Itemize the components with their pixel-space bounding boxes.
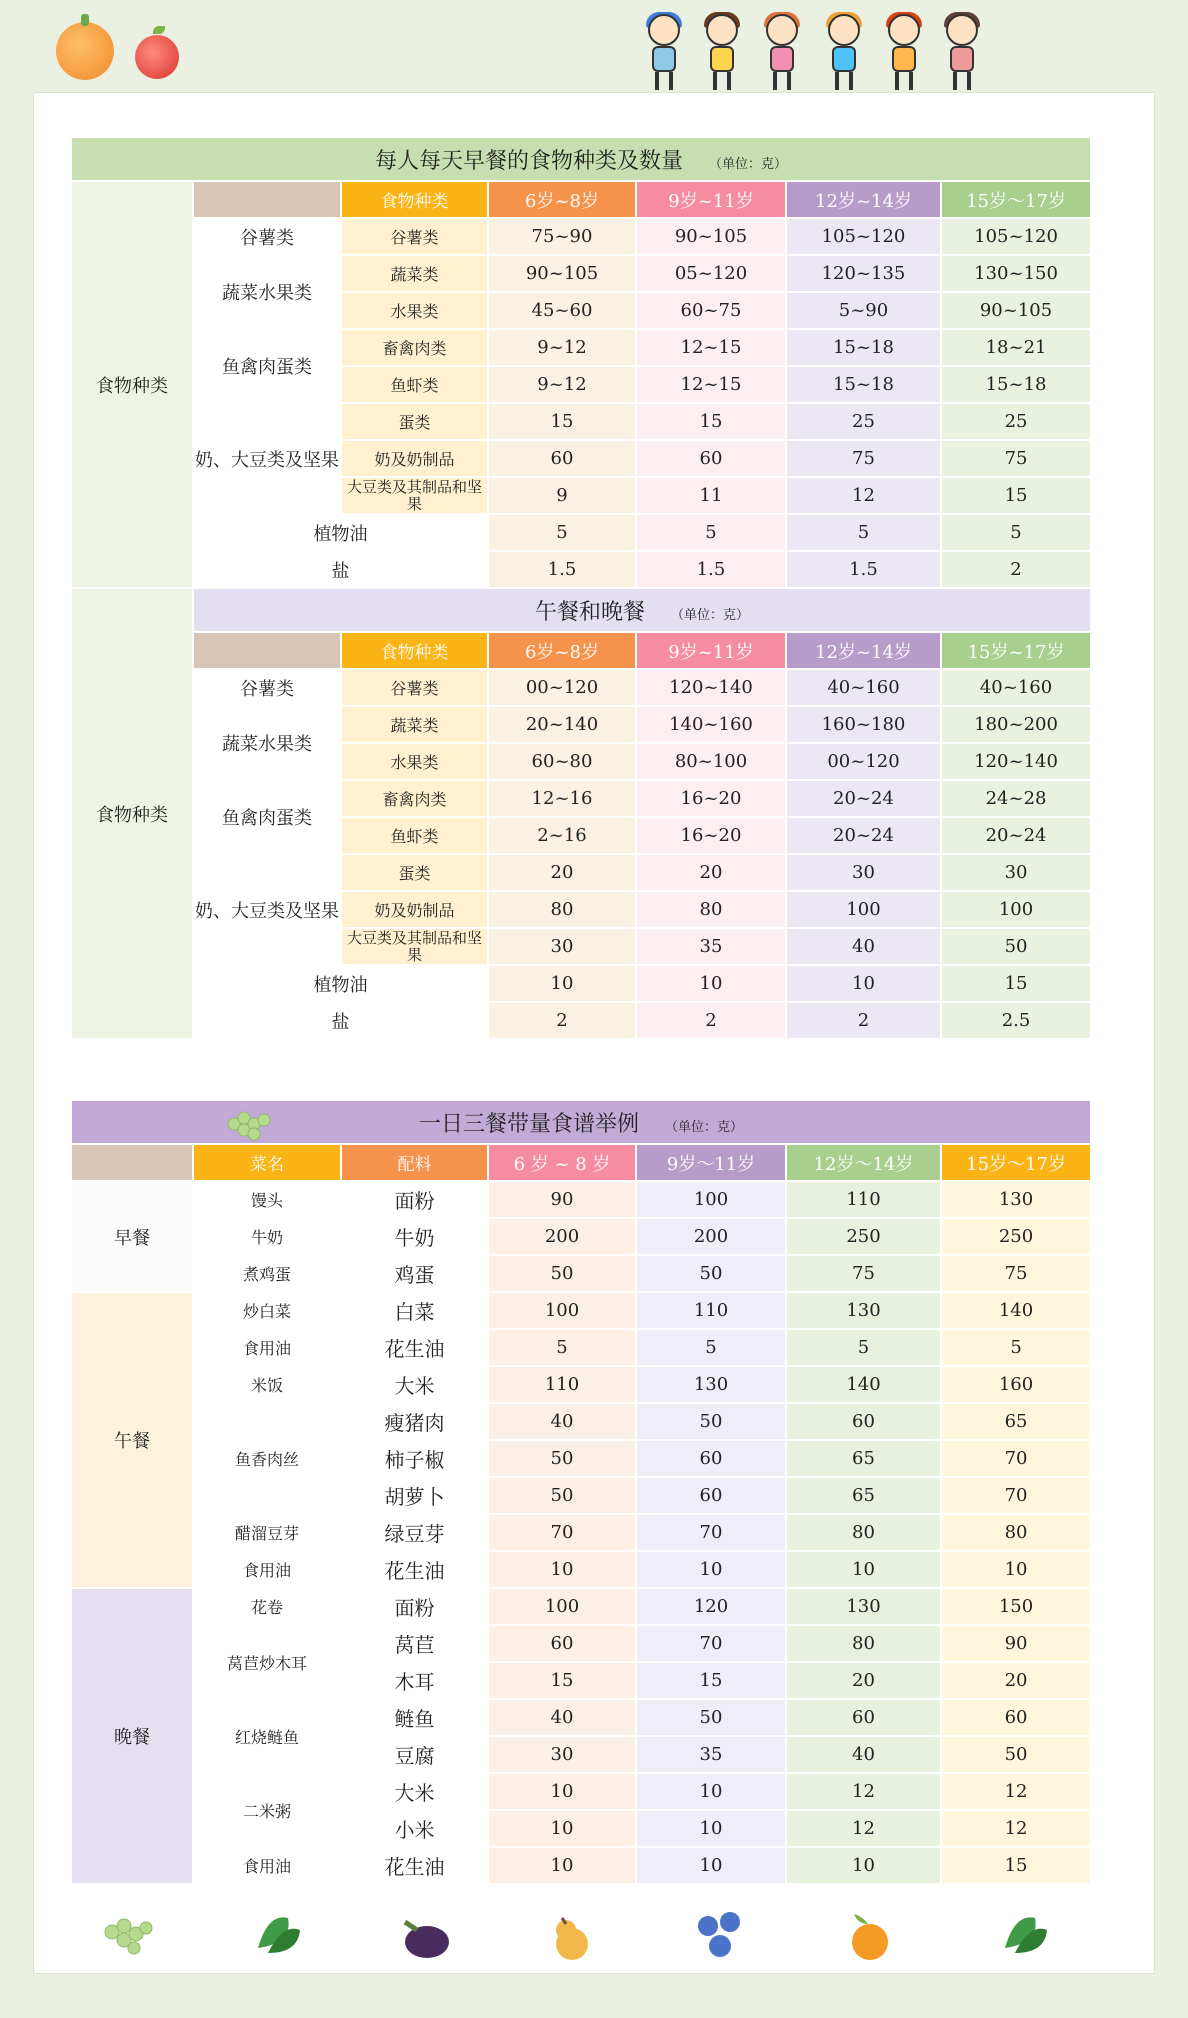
amount-cell: 75: [941, 440, 1091, 477]
amount-cell: 16~20: [636, 780, 786, 817]
amount-cell: 5: [941, 514, 1091, 551]
spinach-icon: [995, 1908, 1055, 1964]
amount-cell: 50: [636, 1403, 786, 1440]
amount-cell: 140: [786, 1366, 941, 1403]
amount-cell: 100: [636, 1181, 786, 1218]
column-header: 9岁~11岁: [636, 632, 786, 669]
amount-cell: 60: [786, 1699, 941, 1736]
ingredient: 小米: [341, 1810, 488, 1847]
grapes-icon: [222, 1102, 278, 1142]
table-row: [71, 1403, 1091, 1440]
amount-cell: 9: [488, 477, 636, 514]
amount-cell: 20~140: [488, 706, 636, 743]
meal-label: 晚餐: [71, 1588, 193, 1884]
amount-cell: 150: [941, 1588, 1091, 1625]
table-row: [71, 1625, 1091, 1662]
amount-cell: 35: [636, 928, 786, 965]
amount-cell: 5: [636, 1329, 786, 1366]
amount-cell: 40~160: [786, 669, 941, 706]
food-type: 盐: [193, 1002, 488, 1039]
ingredient: 牛奶: [341, 1218, 488, 1255]
amount-cell: 10: [488, 1773, 636, 1810]
amount-cell: 50: [941, 928, 1091, 965]
amount-cell: 50: [636, 1699, 786, 1736]
food-type: 植物油: [193, 965, 488, 1002]
amount-cell: 80: [488, 891, 636, 928]
amount-cell: 5: [488, 1329, 636, 1366]
table-row: [71, 514, 1091, 551]
amount-cell: 5~90: [786, 292, 941, 329]
amount-cell: 10: [636, 1847, 786, 1884]
amount-cell: 9~12: [488, 366, 636, 403]
food-type: 蔬菜类: [341, 706, 488, 743]
amount-cell: 130: [786, 1588, 941, 1625]
table-row: [71, 1002, 1091, 1039]
table-row: [71, 1329, 1091, 1366]
amount-cell: 90~105: [488, 255, 636, 292]
amount-cell: 120~135: [786, 255, 941, 292]
eggplant-icon: [395, 1908, 455, 1964]
header-blank: [193, 181, 341, 218]
section-title: 一日三餐带量食谱举例: [419, 1111, 640, 1137]
group-label: 鱼禽肉蛋类: [193, 329, 341, 403]
ingredient: 鸡蛋: [341, 1255, 488, 1292]
dish-name: 二米粥: [193, 1773, 341, 1847]
table-row: [71, 854, 1091, 891]
breakfast-title-row: [71, 137, 1091, 181]
unit-label: （单位：克）: [709, 156, 788, 172]
amount-cell: 120: [636, 1588, 786, 1625]
header-row: [71, 181, 1091, 218]
amount-cell: 2: [636, 1002, 786, 1039]
amount-cell: 50: [488, 1440, 636, 1477]
amount-cell: 12: [941, 1810, 1091, 1847]
amount-cell: 20: [941, 1662, 1091, 1699]
column-header: 12岁～14岁: [786, 1144, 941, 1181]
ingredient: 面粉: [341, 1181, 488, 1218]
amount-cell: 110: [636, 1292, 786, 1329]
amount-cell: 10: [636, 965, 786, 1002]
amount-cell: 130: [786, 1292, 941, 1329]
breakfast-lunch-table: [70, 136, 1092, 1040]
amount-cell: 60: [488, 440, 636, 477]
amount-cell: 15~18: [786, 366, 941, 403]
amount-cell: 120~140: [941, 743, 1091, 780]
table-row: [71, 255, 1091, 292]
amount-cell: 80: [786, 1514, 941, 1551]
breakfast-title: [71, 137, 1091, 181]
apple-icon: [135, 35, 179, 79]
amount-cell: 80: [941, 1514, 1091, 1551]
ingredient: 花生油: [341, 1551, 488, 1588]
ingredient: 大米: [341, 1773, 488, 1810]
food-type: 植物油: [193, 514, 488, 551]
table-row: [71, 1588, 1091, 1625]
table-row: [71, 1292, 1091, 1329]
amount-cell: 90~105: [941, 292, 1091, 329]
table-row: [71, 1255, 1091, 1292]
lunch-title-row: [71, 588, 1091, 632]
amount-cell: 35: [636, 1736, 786, 1773]
amount-cell: 100: [488, 1588, 636, 1625]
ingredient: 花生油: [341, 1847, 488, 1884]
group-label: 奶、大豆类及坚果: [193, 854, 341, 965]
ingredient: 莴苣: [341, 1625, 488, 1662]
amount-cell: 25: [941, 403, 1091, 440]
pear-icon: [540, 1908, 600, 1964]
table-row: [71, 218, 1091, 255]
amount-cell: 130: [636, 1366, 786, 1403]
table-row: [71, 1773, 1091, 1810]
column-header: 9岁～11岁: [636, 1144, 786, 1181]
food-type: 水果类: [341, 743, 488, 780]
column-header: 菜名: [193, 1144, 341, 1181]
amount-cell: 20~24: [941, 817, 1091, 854]
column-header: 6 岁 ~ 8 岁: [488, 1144, 636, 1181]
amount-cell: 75: [941, 1255, 1091, 1292]
amount-cell: 70: [636, 1625, 786, 1662]
ingredient: 鲢鱼: [341, 1699, 488, 1736]
amount-cell: 11: [636, 477, 786, 514]
amount-cell: 60~75: [636, 292, 786, 329]
amount-cell: 18~21: [941, 329, 1091, 366]
table-row: [71, 403, 1091, 440]
amount-cell: 10: [488, 1847, 636, 1884]
food-type: 大豆类及其制品和坚果: [341, 477, 488, 514]
amount-cell: 30: [488, 928, 636, 965]
amount-cell: 15~18: [786, 329, 941, 366]
amount-cell: 200: [488, 1218, 636, 1255]
amount-cell: 120~140: [636, 669, 786, 706]
amount-cell: 65: [941, 1403, 1091, 1440]
amount-cell: 70: [941, 1477, 1091, 1514]
food-type: 畜禽肉类: [341, 780, 488, 817]
amount-cell: 5: [488, 514, 636, 551]
group-label: 谷薯类: [193, 669, 341, 706]
table-row: [71, 551, 1091, 588]
amount-cell: 50: [488, 1255, 636, 1292]
amount-cell: 60: [636, 1477, 786, 1514]
amount-cell: 20~24: [786, 780, 941, 817]
dish-name: 食用油: [193, 1847, 341, 1884]
amount-cell: 10: [786, 1551, 941, 1588]
header-row: [71, 632, 1091, 669]
food-type: 蔬菜类: [341, 255, 488, 292]
amount-cell: 24~28: [941, 780, 1091, 817]
ingredient: 柿子椒: [341, 1440, 488, 1477]
table-row: [71, 329, 1091, 366]
amount-cell: 5: [786, 514, 941, 551]
orange-icon: [838, 1908, 898, 1964]
amount-cell: 65: [786, 1440, 941, 1477]
amount-cell: 15: [636, 1662, 786, 1699]
amount-cell: 130~150: [941, 255, 1091, 292]
column-header: 15岁～17岁: [941, 181, 1091, 218]
amount-cell: 60: [941, 1699, 1091, 1736]
ingredient: 胡萝卜: [341, 1477, 488, 1514]
amount-cell: 2: [941, 551, 1091, 588]
amount-cell: 50: [636, 1255, 786, 1292]
dish-name: 鱼香肉丝: [193, 1403, 341, 1514]
amount-cell: 105~120: [941, 218, 1091, 255]
amount-cell: 15: [941, 477, 1091, 514]
food-type: 大豆类及其制品和坚果: [341, 928, 488, 965]
food-type: 蛋类: [341, 403, 488, 440]
ingredient: 木耳: [341, 1662, 488, 1699]
amount-cell: 110: [488, 1366, 636, 1403]
amount-cell: 10: [636, 1810, 786, 1847]
food-type: 蛋类: [341, 854, 488, 891]
amount-cell: 5: [786, 1329, 941, 1366]
amount-cell: 50: [488, 1477, 636, 1514]
amount-cell: 25: [786, 403, 941, 440]
column-header: 6岁~8岁: [488, 181, 636, 218]
food-type: 鱼虾类: [341, 366, 488, 403]
column-header: 15岁～17岁: [941, 1144, 1091, 1181]
amount-cell: 1.5: [636, 551, 786, 588]
lunch-title: [193, 588, 1091, 632]
group-label: 奶、大豆类及坚果: [193, 403, 341, 514]
amount-cell: 20: [786, 1662, 941, 1699]
meal-label: 早餐: [71, 1181, 193, 1292]
amount-cell: 90~105: [636, 218, 786, 255]
table-row: [71, 706, 1091, 743]
food-type: 鱼虾类: [341, 817, 488, 854]
amount-cell: 45~60: [488, 292, 636, 329]
amount-cell: 250: [941, 1218, 1091, 1255]
amount-cell: 10: [488, 1551, 636, 1588]
food-type: 畜禽肉类: [341, 329, 488, 366]
side-label: 食物种类: [71, 181, 193, 588]
spinach-icon: [248, 1908, 308, 1964]
menu-table: [70, 1099, 1092, 1885]
amount-cell: 40~160: [941, 669, 1091, 706]
table-row: [71, 1847, 1091, 1884]
column-header: 食物种类: [341, 632, 488, 669]
header-blank: [193, 632, 341, 669]
amount-cell: 15: [941, 1847, 1091, 1884]
amount-cell: 100: [488, 1292, 636, 1329]
amount-cell: 40: [488, 1699, 636, 1736]
amount-cell: 5: [636, 514, 786, 551]
amount-cell: 140~160: [636, 706, 786, 743]
table-row: [71, 1551, 1091, 1588]
ingredient: 绿豆芽: [341, 1514, 488, 1551]
amount-cell: 10: [636, 1551, 786, 1588]
dish-name: 红烧鲢鱼: [193, 1699, 341, 1773]
group-label: 蔬菜水果类: [193, 706, 341, 780]
amount-cell: 60: [636, 1440, 786, 1477]
food-type: 谷薯类: [341, 218, 488, 255]
grapes-icon: [98, 1908, 158, 1964]
unit-label: （单位：克）: [671, 607, 750, 623]
amount-cell: 100: [786, 891, 941, 928]
side-label: 食物种类: [71, 588, 193, 1039]
group-label: 鱼禽肉蛋类: [193, 780, 341, 854]
amount-cell: 90: [488, 1181, 636, 1218]
column-header: 15岁~17岁: [941, 632, 1091, 669]
food-type: 奶及奶制品: [341, 440, 488, 477]
header-blank: [71, 1144, 193, 1181]
amount-cell: 2~16: [488, 817, 636, 854]
amount-cell: 80~100: [636, 743, 786, 780]
pumpkin-icon: [56, 22, 114, 80]
ingredient: 面粉: [341, 1588, 488, 1625]
ingredient: 大米: [341, 1366, 488, 1403]
amount-cell: 160: [941, 1366, 1091, 1403]
food-type: 奶及奶制品: [341, 891, 488, 928]
amount-cell: 00~120: [786, 743, 941, 780]
amount-cell: 2: [786, 1002, 941, 1039]
amount-cell: 1.5: [488, 551, 636, 588]
amount-cell: 60~80: [488, 743, 636, 780]
amount-cell: 40: [786, 1736, 941, 1773]
amount-cell: 10: [941, 1551, 1091, 1588]
amount-cell: 90: [941, 1625, 1091, 1662]
dish-name: 炒白菜: [193, 1292, 341, 1329]
dish-name: 醋溜豆芽: [193, 1514, 341, 1551]
amount-cell: 10: [488, 965, 636, 1002]
amount-cell: 40: [488, 1403, 636, 1440]
amount-cell: 30: [941, 854, 1091, 891]
amount-cell: 5: [941, 1329, 1091, 1366]
dish-name: 米饭: [193, 1366, 341, 1403]
amount-cell: 20: [488, 854, 636, 891]
amount-cell: 2.5: [941, 1002, 1091, 1039]
amount-cell: 2: [488, 1002, 636, 1039]
amount-cell: 200: [636, 1218, 786, 1255]
amount-cell: 20~24: [786, 817, 941, 854]
amount-cell: 15~18: [941, 366, 1091, 403]
section-title: 每人每天早餐的食物种类及数量: [375, 148, 684, 174]
amount-cell: 16~20: [636, 817, 786, 854]
amount-cell: 180~200: [941, 706, 1091, 743]
ingredient: 瘦猪肉: [341, 1403, 488, 1440]
column-header: 6岁~8岁: [488, 632, 636, 669]
group-label: 谷薯类: [193, 218, 341, 255]
amount-cell: 12: [786, 1773, 941, 1810]
amount-cell: 40: [786, 928, 941, 965]
dish-name: 花卷: [193, 1588, 341, 1625]
amount-cell: 80: [786, 1625, 941, 1662]
amount-cell: 9~12: [488, 329, 636, 366]
amount-cell: 10: [786, 965, 941, 1002]
amount-cell: 12~15: [636, 366, 786, 403]
table-row: [71, 1218, 1091, 1255]
blueberry-icon: [692, 1908, 752, 1964]
amount-cell: 12: [786, 1810, 941, 1847]
section-title: 午餐和晚餐: [535, 599, 646, 625]
amount-cell: 70: [941, 1440, 1091, 1477]
kids-illustration: [640, 14, 990, 94]
dish-name: 馒头: [193, 1181, 341, 1218]
table-row: [71, 669, 1091, 706]
header-row: [71, 1144, 1091, 1181]
amount-cell: 70: [488, 1514, 636, 1551]
amount-cell: 140: [941, 1292, 1091, 1329]
table-row: [71, 1699, 1091, 1736]
amount-cell: 15: [941, 965, 1091, 1002]
amount-cell: 50: [941, 1736, 1091, 1773]
amount-cell: 105~120: [786, 218, 941, 255]
amount-cell: 15: [488, 1662, 636, 1699]
column-header: 12岁~14岁: [786, 632, 941, 669]
amount-cell: 70: [636, 1514, 786, 1551]
amount-cell: 20: [636, 854, 786, 891]
amount-cell: 60: [786, 1403, 941, 1440]
amount-cell: 80: [636, 891, 786, 928]
ingredient: 豆腐: [341, 1736, 488, 1773]
amount-cell: 100: [941, 891, 1091, 928]
group-label: 蔬菜水果类: [193, 255, 341, 329]
amount-cell: 15: [636, 403, 786, 440]
column-header: 12岁~14岁: [786, 181, 941, 218]
amount-cell: 1.5: [786, 551, 941, 588]
amount-cell: 10: [636, 1773, 786, 1810]
meal-label: 午餐: [71, 1292, 193, 1588]
amount-cell: 60: [488, 1625, 636, 1662]
column-header: 9岁~11岁: [636, 181, 786, 218]
table-row: [71, 1366, 1091, 1403]
ingredient: 花生油: [341, 1329, 488, 1366]
amount-cell: 00~120: [488, 669, 636, 706]
amount-cell: 10: [488, 1810, 636, 1847]
food-type: 水果类: [341, 292, 488, 329]
amount-cell: 30: [488, 1736, 636, 1773]
column-header: 配料: [341, 1144, 488, 1181]
amount-cell: 05~120: [636, 255, 786, 292]
table-row: [71, 965, 1091, 1002]
table-row: [71, 1181, 1091, 1218]
amount-cell: 75~90: [488, 218, 636, 255]
amount-cell: 65: [786, 1477, 941, 1514]
amount-cell: 30: [786, 854, 941, 891]
food-type: 盐: [193, 551, 488, 588]
amount-cell: 160~180: [786, 706, 941, 743]
amount-cell: 250: [786, 1218, 941, 1255]
amount-cell: 10: [786, 1847, 941, 1884]
amount-cell: 75: [786, 440, 941, 477]
dish-name: 食用油: [193, 1551, 341, 1588]
food-type: 谷薯类: [341, 669, 488, 706]
amount-cell: 75: [786, 1255, 941, 1292]
amount-cell: 110: [786, 1181, 941, 1218]
amount-cell: 130: [941, 1181, 1091, 1218]
amount-cell: 60: [636, 440, 786, 477]
amount-cell: 12~15: [636, 329, 786, 366]
amount-cell: 12: [786, 477, 941, 514]
table-row: [71, 780, 1091, 817]
column-header: 食物种类: [341, 181, 488, 218]
dish-name: 牛奶: [193, 1218, 341, 1255]
amount-cell: 12: [941, 1773, 1091, 1810]
unit-label: （单位：克）: [665, 1119, 744, 1135]
amount-cell: 12~16: [488, 780, 636, 817]
ingredient: 白菜: [341, 1292, 488, 1329]
dish-name: 莴苣炒木耳: [193, 1625, 341, 1699]
table-row: [71, 1514, 1091, 1551]
amount-cell: 15: [488, 403, 636, 440]
dish-name: 煮鸡蛋: [193, 1255, 341, 1292]
dish-name: 食用油: [193, 1329, 341, 1366]
